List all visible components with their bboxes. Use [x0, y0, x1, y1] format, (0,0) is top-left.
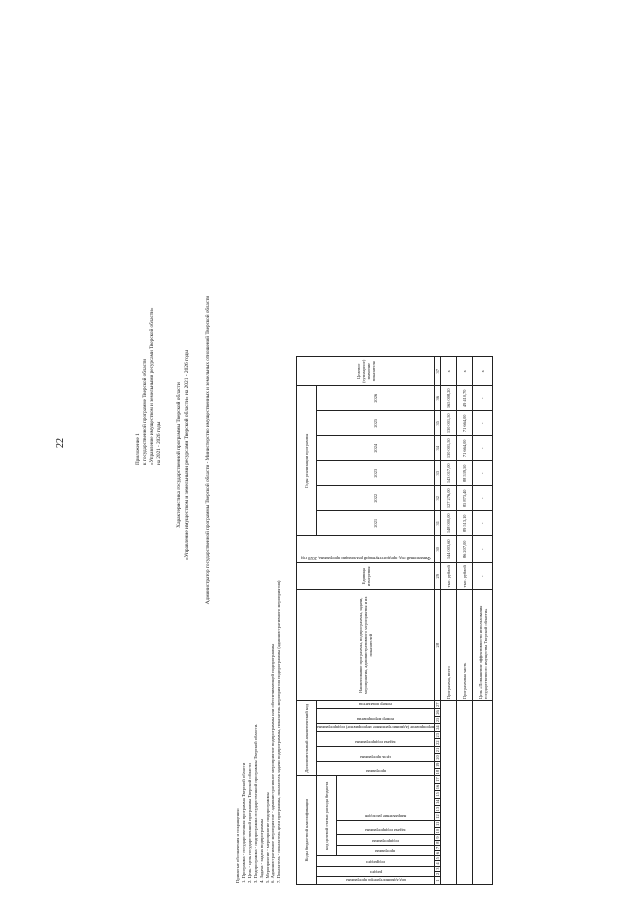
- header-years: Годы реализации программы: [297, 386, 317, 536]
- administrator-line: Администратор государственной программы Тверской области - Министерство имущественных и земельных отношений Тверской области: [205, 295, 211, 605]
- col-number: 22: [435, 740, 441, 745]
- row-unit: -: [473, 563, 493, 590]
- year-2026: 2026: [317, 386, 435, 411]
- col-number: 11: [435, 821, 441, 826]
- header-extra-code: Дополнительный аналитический код: [297, 701, 317, 776]
- header-razdel: раздел: [369, 870, 382, 875]
- row-x: х: [473, 357, 493, 386]
- header-task-code: задача подпрограммы: [365, 828, 406, 834]
- row-unit: тыс. рублей: [457, 563, 473, 590]
- col-number: 33: [435, 461, 441, 486]
- appendix-line: на 2021 - 2026 годы: [156, 421, 162, 465]
- year-2022: 2022: [317, 486, 435, 511]
- col-number: 2: [435, 872, 441, 875]
- appendix-line: «Управление имуществом и земельными ресурсами Тверской области»: [149, 307, 155, 465]
- row-value: 85 873,40: [457, 486, 473, 511]
- header-unit: Единица измерения: [297, 563, 435, 590]
- col-number: 35: [435, 411, 441, 436]
- col-number: 3: [435, 867, 441, 870]
- row-target: 165 008,20: [441, 386, 457, 411]
- row-value: 130 001,50: [441, 436, 457, 461]
- row-name: Программа, всего: [441, 590, 457, 701]
- row-value: -: [473, 411, 493, 436]
- table-row: [441, 357, 457, 885]
- header-event: мероприятие (административное мероприятие) подпрограммы: [317, 725, 435, 731]
- row-x: х: [457, 357, 473, 386]
- header-program: программа: [365, 769, 386, 775]
- col-number: 26: [435, 710, 441, 715]
- row-x: х: [441, 357, 457, 386]
- header-codes: Коды бюджетной классификации: [297, 776, 317, 885]
- row-target: 49 410,70: [457, 386, 473, 411]
- notes-header: Принятые обозначения и сокращения:: [235, 808, 240, 883]
- row-name: Программная часть: [457, 590, 473, 701]
- col-number: 23: [435, 733, 441, 738]
- note-item: 4. Задача - задача подпрограммы: [258, 819, 264, 883]
- col-number: 13: [435, 806, 441, 812]
- appendix-line: к государственной программе Тверской области: [142, 358, 148, 465]
- header-podrazdel: подраздел: [366, 859, 386, 865]
- col-number: 36: [435, 386, 441, 411]
- header-task: задача подпрограммы: [355, 739, 397, 745]
- note-item: 3. Подпрограмма - подпрограмма государственной программы Тверской области.: [252, 723, 258, 883]
- note-item: 1. Программа - государственная программа Тверской области: [240, 762, 246, 883]
- row-fin: -: [473, 536, 493, 563]
- row-value: 130 001,50: [441, 411, 457, 436]
- header-event-number: номер мероприятия: [357, 717, 395, 723]
- appendix-line: Приложение 1: [135, 433, 141, 465]
- col-number: 6: [435, 851, 441, 855]
- col-number: 17: [435, 777, 441, 782]
- document-title: [175, 245, 191, 665]
- col-number: 25: [435, 717, 441, 723]
- col-number: 37: [435, 357, 441, 386]
- row-value: 71 664,00: [457, 411, 473, 436]
- note-item: 7. Показатель - показатель цели программы, показатель задачи подпрограммы, показатель мероприятия подпрограммы (административного мероприятия): [276, 580, 282, 883]
- row-fin: 86 207,00: [457, 536, 473, 563]
- row-name: Цель «Повышение эффективности использования государственного имущества Тверской области»: [473, 590, 493, 701]
- year-2023: 2023: [317, 461, 435, 486]
- row-value: -: [473, 486, 493, 511]
- row-value: -: [473, 461, 493, 486]
- header-target: Целевое (суммарное) значение показателя: [297, 357, 435, 386]
- col-number: 16: [435, 784, 441, 790]
- table-row: [457, 357, 473, 885]
- row-value: -: [473, 436, 493, 461]
- row-value: 89 513,10: [457, 511, 473, 536]
- year-2024: 2024: [317, 436, 435, 461]
- col-number: 21: [435, 747, 441, 753]
- row-value: 127 276,00: [441, 486, 457, 511]
- col-number: 1: [435, 877, 441, 885]
- col-number: 4: [435, 862, 441, 865]
- col-number: 29: [435, 563, 441, 590]
- notes-block: [235, 581, 282, 883]
- row-value: 143 017,00: [441, 461, 457, 486]
- col-number: 20: [435, 755, 441, 760]
- header-direction-code: направление расходов: [364, 813, 407, 819]
- row-value: 88 539,50: [457, 461, 473, 486]
- header-indicator-number: номер показателя: [359, 702, 393, 708]
- header-fin-year: Финансовый год, предшествующий реализации программы, 2020 год: [300, 556, 431, 562]
- col-number: 32: [435, 486, 441, 511]
- col-number: 18: [435, 770, 441, 775]
- note-item: 6. Административное мероприятие - административное мероприятие подпрограммы или обеспечивающей подпрограммы: [270, 643, 276, 883]
- row-value: 71 664,00: [457, 436, 473, 461]
- col-number: 15: [435, 792, 441, 797]
- header-name: Наименование программы, подпрограммы, задачи, мероприятия, административного мероприятия и их показателей: [297, 590, 435, 701]
- col-number: 24: [435, 725, 441, 730]
- col-number: 7: [435, 846, 441, 849]
- appendix-block: [135, 145, 163, 465]
- row-target: -: [473, 386, 493, 411]
- col-number: 28: [435, 590, 441, 701]
- row-value: -: [473, 511, 493, 536]
- col-number: 31: [435, 511, 441, 536]
- header-program-code: программа: [375, 849, 396, 855]
- col-number: 9: [435, 836, 441, 839]
- col-number: 5: [435, 857, 441, 860]
- note-item: 5. Мероприятие - мероприятие подпрограммы: [264, 792, 270, 883]
- col-number: 27: [435, 702, 441, 707]
- col-number: 8: [435, 841, 441, 844]
- header-goal: цель программы: [360, 754, 392, 760]
- header-subprogram-code: подпрограмма: [372, 838, 399, 844]
- row-fin: 144 003,60: [441, 536, 457, 563]
- table-row: [473, 357, 493, 885]
- col-number: 30: [435, 536, 441, 563]
- row-unit: тыс. рублей: [441, 563, 457, 590]
- header-admin-code: код администратора программы: [345, 878, 406, 883]
- row-value: 148 000,00: [441, 511, 457, 536]
- title-line: «Управление имуществом и земельными ресурсами Тверской области» на 2021 - 2026 годы: [184, 350, 190, 561]
- col-number: 10: [435, 828, 441, 834]
- col-number: 12: [435, 814, 441, 819]
- year-2021: 2021: [317, 511, 435, 536]
- col-number: 34: [435, 436, 441, 461]
- year-2025: 2025: [317, 411, 435, 436]
- col-number: 19: [435, 762, 441, 768]
- title-line: Характеристика государственной программы Тверской области: [176, 382, 182, 528]
- page-number: 22: [55, 438, 66, 448]
- note-item: 2. Цель - цель государственной программы Тверской области: [246, 763, 252, 883]
- characteristics-table: [296, 356, 493, 885]
- header-kcsr: код целевой статьи расхода бюджета: [317, 776, 337, 856]
- col-number: 14: [435, 799, 441, 804]
